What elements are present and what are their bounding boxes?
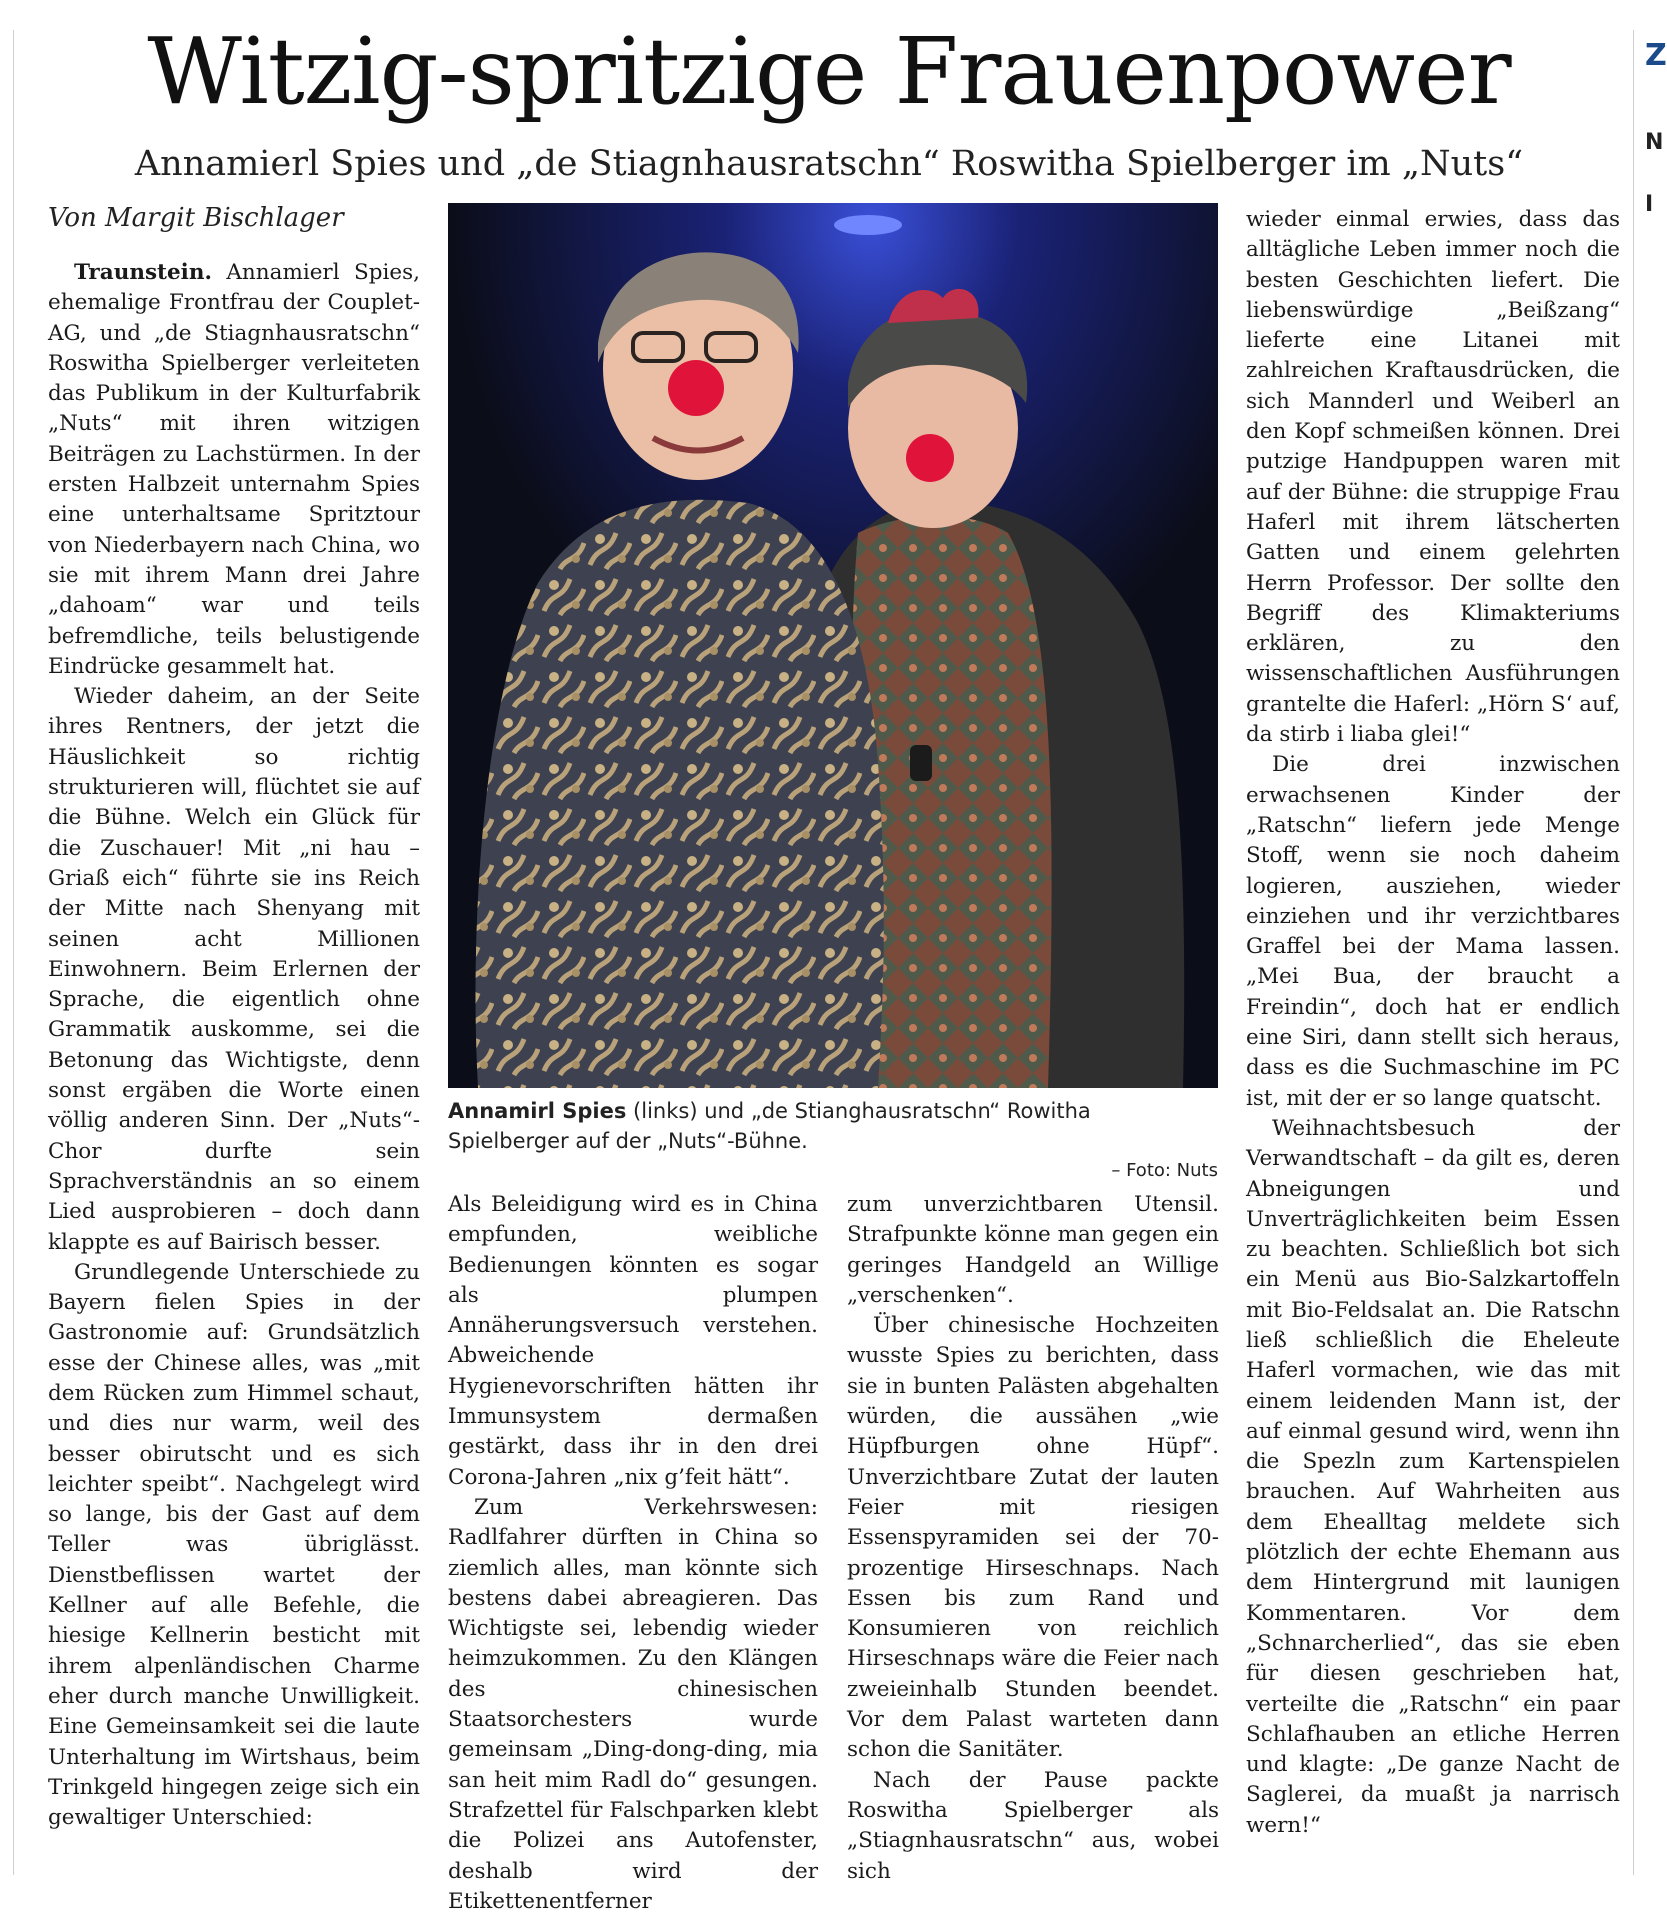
caption-name: Annamirl Spies <box>448 1099 627 1123</box>
article-column-2 <box>448 1190 818 1917</box>
article-column-3 <box>847 1190 1219 1887</box>
subheadline: Annamierl Spies und „de Stiagnhausratschn“ Roswitha Spielberger im „Nuts“ <box>134 144 1524 184</box>
article-photo <box>448 203 1218 1088</box>
paragraph: Die drei inzwischen erwachsenen Kinder der „Ratschn“ liefern jede Menge Stoff, wenn sie noch daheim logieren, ausziehen, wieder einziehen und ihr verzichtbares Graffel bei der Mama lassen. „Mei Bua, der braucht a Freindin“, doch hat er endlich eine Siri, dann stellt sich heraus, dass es die Suchmaschine im PC ist, mit der er so lange quatscht. <box>1246 752 1620 1111</box>
edge-fragment-1: Z <box>1645 38 1667 73</box>
paragraph: Nach der Pause packte Roswitha Spielberger als „Stiagnhausratschn“ aus, wobei sich <box>847 1767 1219 1884</box>
photo-illustration <box>448 203 1218 1088</box>
paragraph: Über chinesische Hochzeiten wusste Spies zu berichten, dass sie in bunten Palästen abgehalten würden, die aussähen „wie Hüpfburgen ohne Hüpf“. Unverzichtbare Zutat der lauten Feier mit riesigen Essenspyramiden sei der 70-prozentige Hirseschnaps. Nach Essen bis zum Rand und Konsumieren von reichlich Hirseschnaps wäre die Feier nach zweieinhalb Stunden beendet. Vor dem Palast warteten dann schon die Sanitäter. <box>847 1313 1219 1763</box>
paragraph: zum unverzichtbaren Utensil. Strafpunkte könne man gegen ein geringes Handgeld an Willige „verschenken“. <box>847 1192 1219 1308</box>
paragraph: Grundlegende Unterschiede zu Bayern fielen Spies in der Gastronomie auf: Grundsätzlich esse der Chinese alles, was „mit dem Rücken zum Himmel schaut, und dies nur warm, weil des besser obirutscht und es sich leichter speibt“. Nachgelegt wird so lange, bis der Gast auf dem Teller was übriglässt. Dienstbeflissen wartet der Kellner auf alle Befehle, die hiesige Kellnerin besticht mit ihrem alpenländischen Charme eher durch manche Unwilligkeit. Eine Gemeinsamkeit sei die laute Unterhaltung im Wirtshaus, beim Trinkgeld hingegen zeige sich ein gewaltiger Unterschied: <box>48 1259 420 1831</box>
dateline: Traunstein. <box>74 260 212 285</box>
paragraph-text: Annamierl Spies, ehemalige Frontfrau der Couplet-AG, und „de Stiagnhausratschn“ Roswitha Spielberger verleiteten das Publikum in der Kulturfabrik „Nuts“ mit ihren witzigen Beiträgen zu Lachstürmen. In der ersten Halbzeit unternahm Spies eine unterhaltsame Spritztour von Niederbayern nach China, wo sie mit ihrem Mann drei Jahre „dahoam“ war und teils befremdliche, teils belustigende Eindrücke gesammelt hat. <box>48 260 420 679</box>
edge-fragment-3: I <box>1645 192 1654 217</box>
article-column-1 <box>48 258 420 1833</box>
paragraph: Weihnachtsbesuch der Verwandtschaft – da gilt es, deren Abneigungen und Unverträglichkeiten beim Essen zu beachten. Schließlich bot sich ein Menü aus Bio-Salzkartoffeln mit Bio-Feldsalat an. Die Ratschn ließ schließlich die Eheleute Haferl vormachen, wie das mit einem leidenden Mann ist, der auf einmal gesund wird, wenn ihn die Spezln zum Kartenspielen brauchen. Auf Wahrheiten aus dem Ehealltag meldete sich plötzlich der echte Ehemann aus dem Hintergrund mit launigen Kommentaren. Vor dem „Schnarcherlied“, das sie eben für diesen geschrieben hat, verteilte die „Ratschn“ ein paar Schlafhauben an etliche Herren und klagte: „De ganze Nacht de Saglerei, da muaßt ja narrisch wern!“ <box>1246 1115 1620 1838</box>
column-rule-right <box>1633 30 1634 1875</box>
column-rule-left <box>13 30 14 1875</box>
photo-caption <box>448 1096 1218 1186</box>
headline: Witzig-spritzige Frauenpower <box>147 18 1511 125</box>
byline: Von Margit Bischlager <box>48 203 344 233</box>
caption-text: (links) und „de Stianghausratschn“ Rowitha Spielberger auf der „Nuts“-Bühne. <box>448 1099 1091 1153</box>
paragraph: Als Beleidigung wird es in China empfunden, weibliche Bedienungen könnten es sogar als plumpen Annäherungsversuch verstehen. Abweichende Hygienevorschriften hätten ihr Immunsystem dermaßen gestärkt, dass ihr in den drei Corona-Jahren „nix g’feit hätt“. <box>448 1192 818 1490</box>
paragraph: Wieder daheim, an der Seite ihres Rentners, der jetzt die Häuslichkeit so richtig strukturieren will, flüchtet sie auf die Bühne. Welch ein Glück für die Zuschauer! Mit „ni hau – Griaß eich“ führte sie ins Reich der Mitte nach Shenyang mit seinen acht Millionen Einwohnern. Beim Erlernen der Sprache, die eigentlich ohne Grammatik auskomme, sei die Betonung das Wichtigste, denn sonst ergäben die Worte einen völlig anderen Sinn. Der „Nuts“-Chor durfte sein Sprachverständnis an so einem Lied ausprobieren – doch dann klappte es auf Bairisch besser. <box>48 684 420 1255</box>
paragraph: Zum Verkehrswesen: Radlfahrer dürften in China so ziemlich alles, man könnte sich bestens dabei abreagieren. Das Wichtigste sei, lebendig wieder heimzukommen. Zu den Klängen des chinesischen Staatsorchesters wurde gemeinsam „Ding-dong-ding, mia san heit mim Radl do“ gesungen. Strafzettel für Falschparken klebt die Polizei ans Autofenster, deshalb wird der Etikettenentferner <box>448 1494 818 1914</box>
paragraph <box>48 258 420 682</box>
paragraph: wieder einmal erwies, dass das alltägliche Leben immer noch die besten Geschichten liefert. Die liebenswürdige „Beißzang“ lieferte eine Litanei mit zahlreichen Kraftausdrücken, die sich Mannderl und Weiberl an den Kopf schmeißen können. Drei putzige Handpuppen waren mit auf der Bühne: die struppige Frau Haferl mit ihrem lätscherten Gatten und einem gelehrten Herrn Professor. Der sollte den Begriff des Klimakteriums erklären, zu den wissenschaftlichen Ausführungen grantelte die Haferl: „Hörn S‘ auf, da stirb i liaba glei!“ <box>1246 207 1620 748</box>
article-column-4 <box>1246 205 1620 1841</box>
photo-credit: – Foto: Nuts <box>1111 1160 1218 1181</box>
edge-fragment-2: N <box>1645 130 1664 155</box>
